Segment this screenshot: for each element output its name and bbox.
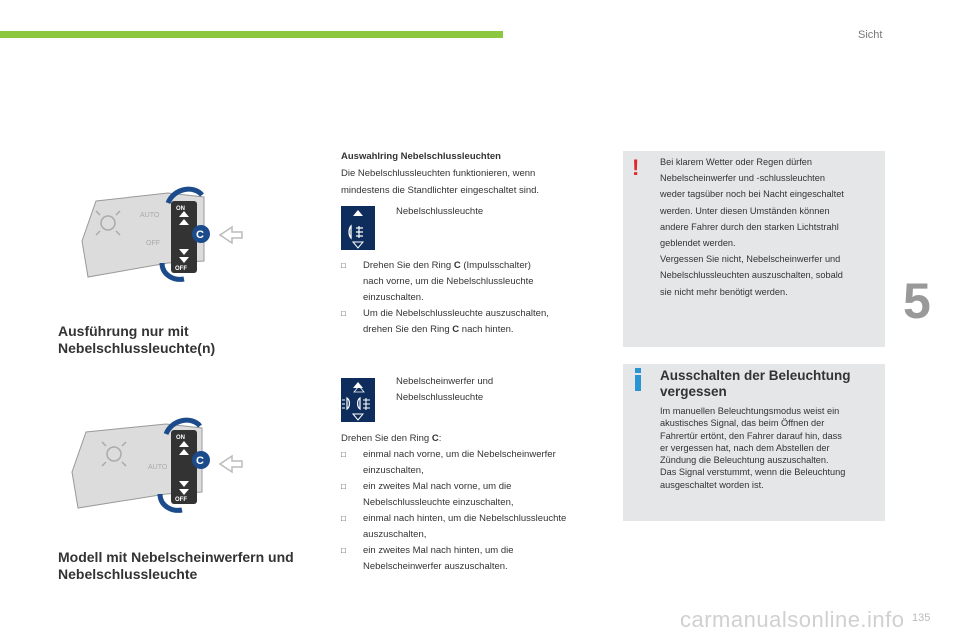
inline-bold-ring-label: C — [452, 324, 460, 335]
list-item: □ ein zweites Mal nach vorne, um die Nebelschlussleuchte einzuschalten, — [341, 481, 514, 508]
watermark: carmanualsonline.info — [680, 607, 905, 632]
bullet-text-part: nach hinten. — [459, 324, 514, 335]
heading-fog-and-front: Modell mit Nebelscheinwerfern und Nebelschlussleuchte — [58, 549, 294, 582]
warning-icon: ! — [632, 155, 640, 180]
list-item: □ einmal nach vorne, um die Nebelscheinwerfer einzuschalten, — [341, 449, 556, 476]
list-item: □ Drehen Sie den Ring C (Impulsschalter) nach vorne, um die Nebelschlussleuchte einzuschalten. — [341, 260, 534, 303]
stalk2-auto-label: AUTO — [148, 464, 168, 471]
bullets-rear-fog — [341, 258, 611, 338]
list-item: □ Um die Nebelschlussleuchte auszuschalten, drehen Sie den Ring C nach hinten. — [341, 308, 549, 335]
front-rear-fog-icon — [341, 378, 375, 422]
svg-text:AUTO: AUTO — [140, 212, 160, 219]
list-item: □ einmal nach hinten, um die Nebelschlussleuchte auszuschalten, — [341, 513, 567, 540]
stalk1-on-label: ON — [176, 206, 185, 212]
checkbox-bullet-icon: □ — [341, 261, 346, 270]
bullets-fog-front — [341, 447, 616, 575]
rear-fog-lamp-icon — [341, 206, 375, 250]
icon1-label: Nebelschlussleuchte — [396, 206, 484, 217]
icon2-label: Nebelscheinwerfer und Nebelschlussleuchte — [396, 376, 494, 403]
info-text: Im manuellen Beleuchtungsmodus weist ein akustisches Signal, das beim Öffnen der Fahrertür ertönt, den Fahrer darauf hin, dass er vergessen hat, nach dem Abstellen der Zündung die Beleuchtung auszuschalten. Das Signal verstummt, wenn die Beleuchtung ausgeschaltet worden ist. — [660, 406, 846, 490]
checkbox-bullet-icon: □ — [341, 309, 346, 318]
checkbox-bullet-icon: □ — [341, 514, 346, 523]
list-item: □ ein zweites Mal nach hinten, um die Nebelscheinwerfer auszuschalten. — [341, 545, 514, 572]
stalk1-ring-label: C — [196, 229, 204, 241]
stalk2-off-label: OFF — [175, 497, 187, 503]
stalk1-off-label: OFF — [175, 266, 187, 272]
stalk2-on-label: ON — [176, 435, 185, 441]
info-icon — [635, 368, 641, 391]
checkbox-bullet-icon: □ — [341, 450, 346, 459]
heading-fog-only: Ausführung nur mit Nebelschlussleuchte(n) — [58, 323, 216, 356]
warning-text: Bei klarem Wetter oder Regen dürfen Nebelscheinwerfer und -schlussleuchten weder tagsüber noch bei Nacht eingeschaltet werden. Unter diesen Umständen können andere Fahrer durch den starken Lichtstrahl geblendet werden. Vergessen Sie nicht, Nebelscheinwerfer und Nebelschlussleuchten auszuschalten, sobald sie nicht mehr benötigt werden. — [660, 157, 844, 297]
bullet-text-part: drehen Sie den Ring — [363, 324, 453, 335]
light-stalk-illustration-2 — [66, 414, 256, 514]
drehen-block: Drehen Sie den Ring C: □ einmal nach vorne, um die Nebelscheinwerfer einzuschalten, □ ein zweites Mal nach vorne, um die Nebelschlussleuchte einzuschalten, □ einmal nach hinten, um die Nebelschlussleuchte auszuschalten, □ ein zweites Mal nach hinten, um die Nebelscheinwerfer auszuschalten. — [341, 431, 616, 575]
page-number: 135 — [912, 612, 931, 624]
bullet-text-split — [363, 324, 514, 335]
selector-ring-title: Auswahlring Nebelschlussleuchten — [341, 151, 501, 162]
svg-text:OFF: OFF — [146, 240, 160, 247]
checkbox-bullet-icon: □ — [341, 546, 346, 555]
chapter-number: 5 — [903, 273, 931, 329]
stalk2-ring-label: C — [196, 455, 204, 467]
info-title: Ausschalten der Beleuchtung vergessen — [660, 368, 851, 399]
section-title: Sicht — [858, 29, 883, 41]
checkbox-bullet-icon: □ — [341, 482, 346, 491]
selector-ring-intro: Auswahlring Nebelschlussleuchten Die Nebelschlussleuchten funktionieren, wenn mindestens die Standlichter eingeschaltet sind. — [341, 148, 611, 199]
light-stalk-illustration-1 — [76, 183, 258, 283]
top-accent-bar — [0, 31, 503, 38]
